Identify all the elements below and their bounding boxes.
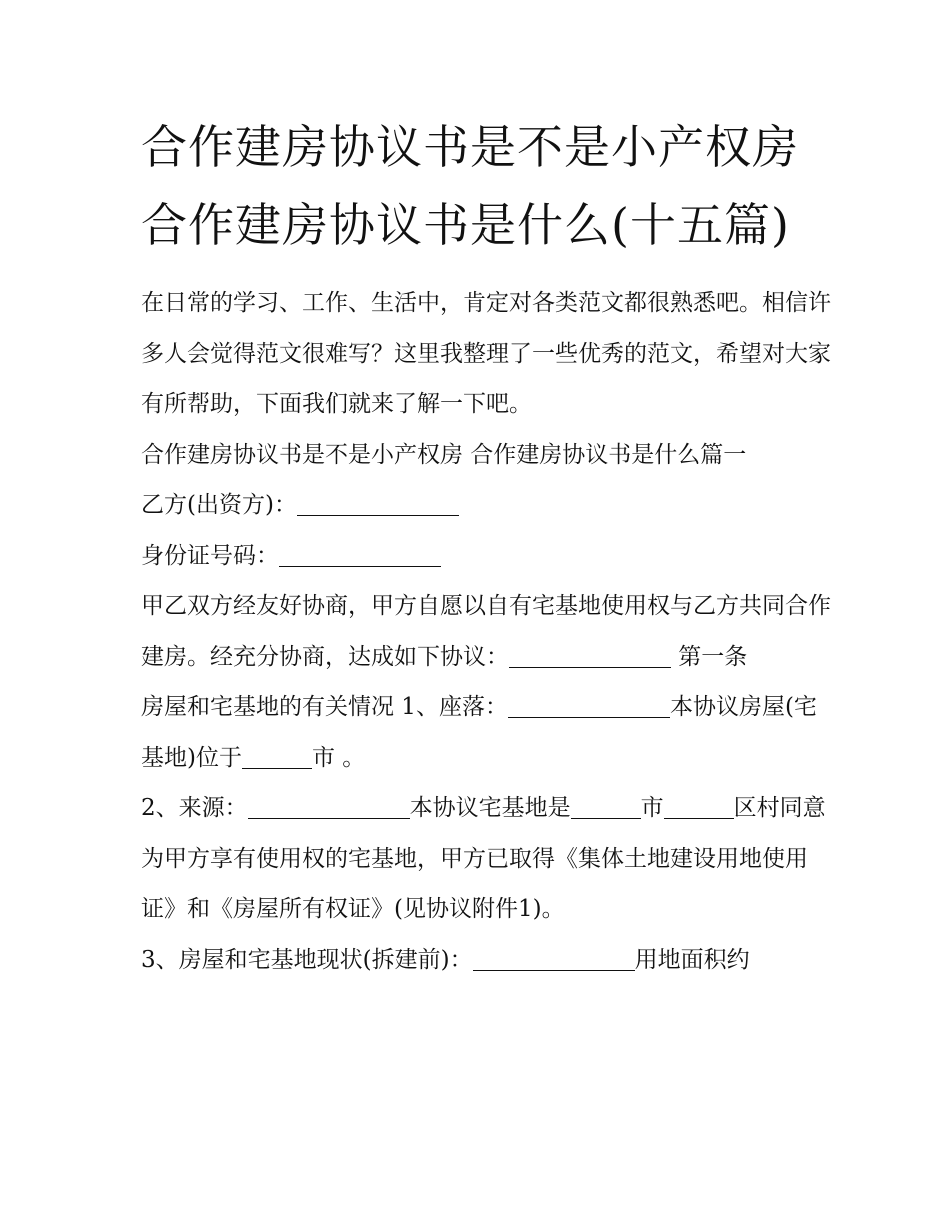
source-district-blank [664, 795, 734, 819]
agreement-blank [509, 644, 671, 668]
document-title: 合作建房协议书是不是小产权房 合作建房协议书是什么(十五篇) [141, 120, 799, 252]
land-area-label: 用地面积约 [634, 946, 750, 973]
location-label: 房屋和宅基地的有关情况 1、座落： [141, 694, 508, 720]
article-one-label: 第一条 [671, 643, 748, 670]
section-heading: 合作建房协议书是不是小产权房 合作建房协议书是什么篇一 [141, 441, 747, 468]
document-body [141, 278, 831, 985]
house-info-paragraph [141, 682, 831, 783]
agreement-paragraph [141, 581, 831, 682]
intro-paragraph: 在日常的学习、工作、生活中，肯定对各类范文都很熟悉吧。相信许多人会觉得范文很难写？这里我整理了一些优秀的范文，希望对大家有所帮助，下面我们就来了解一下吧。 [141, 290, 831, 417]
party-b-blank [297, 492, 459, 516]
source-text: 本协议宅基地是 [409, 795, 571, 821]
city-blank [242, 745, 312, 769]
location-text: 本协议房屋(宅基地)位于 [141, 694, 817, 771]
location-blank [508, 694, 670, 718]
id-number-label: 身份证号码： [141, 542, 279, 569]
document-page [141, 108, 831, 985]
id-number-blank [279, 543, 441, 567]
source-city-label: 市 [640, 795, 664, 821]
source-rest-text: 区村同意为甲方享有使用权的宅基地，甲方已取得《集体土地建设用地使用证》和《房屋所有权证》(见协议附件1)。 [141, 795, 826, 922]
party-b-line [141, 480, 831, 531]
agreement-text: 甲乙双方经友好协商，甲方自愿以自有宅基地使用权与乙方共同合作建房。经充分协商，达成如下协议： [141, 593, 831, 670]
status-blank [473, 947, 635, 971]
city-suffix: 市 。 [311, 744, 366, 771]
party-b-label: 乙方(出资方)： [141, 492, 297, 518]
source-blank [248, 795, 410, 819]
source-paragraph [141, 783, 831, 935]
source-city-blank [571, 795, 641, 819]
status-paragraph [141, 935, 831, 986]
status-label: 3、房屋和宅基地现状(拆建前)： [141, 946, 473, 973]
source-label: 2、来源： [141, 795, 248, 821]
id-number-line [141, 531, 831, 582]
